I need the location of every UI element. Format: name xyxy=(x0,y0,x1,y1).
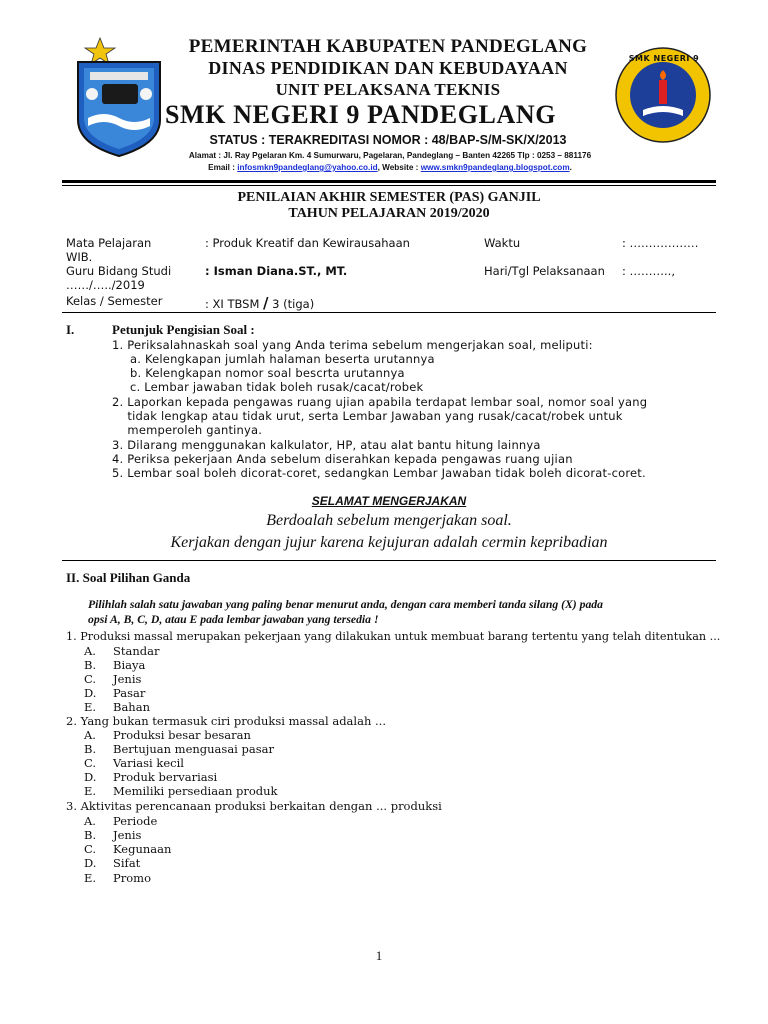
option-letter: E. xyxy=(84,784,97,798)
instruction-line: b. Kelengkapan nomor soal bescrta urutannya xyxy=(130,366,405,380)
subject-value: : Produk Kreatif dan Kewirausahaan xyxy=(205,236,410,250)
class-slash: / xyxy=(263,294,269,312)
header-divider-thick xyxy=(62,180,716,183)
contact-line xyxy=(130,163,650,172)
identity-divider xyxy=(62,312,716,313)
header-line-3: UNIT PELAKSANA TEKNIS xyxy=(275,80,501,99)
class-label: Kelas / Semester xyxy=(66,294,163,308)
option-letter: B. xyxy=(84,828,97,842)
option-text: Promo xyxy=(113,871,151,885)
school-address: Alamat : Jl. Ray Pgelaran Km. 4 Sumurwaru, Pagelaran, Pandeglang – Banten 42265 Tlp : 0253 – 881176 xyxy=(188,151,592,160)
section-two-heading: II. Soal Pilihan Ganda xyxy=(66,570,191,585)
teacher-value: : Isman Diana.ST., MT. xyxy=(205,264,348,278)
class-value xyxy=(205,294,314,312)
header-line-1: PEMERINTAH KABUPATEN PANDEGLANG xyxy=(188,36,588,57)
school-logo-text: SMK NEGERI 9 xyxy=(628,54,700,63)
option-text: Bertujuan menguasai pasar xyxy=(113,742,274,756)
email-link[interactable]: infosmkn9pandeglang@yahoo.co.id xyxy=(237,163,378,172)
class-value-b: 3 (tiga) xyxy=(268,297,315,311)
teacher-label: Guru Bidang Studi xyxy=(66,264,172,278)
day-date-label: Hari/Tgl Pelaksanaan xyxy=(484,264,605,278)
instruction-line: c. Lembar jawaban tidak boleh rusak/cacat/robek xyxy=(130,380,424,394)
option-text: Produk bervariasi xyxy=(113,770,218,784)
website-label: , Website : xyxy=(377,163,421,172)
option-letter: D. xyxy=(84,686,97,700)
option-text: Pasar xyxy=(113,686,146,700)
option-text: Jenis xyxy=(113,672,142,686)
class-value-a: : XI TBSM xyxy=(205,297,264,311)
instruction-line: a. Kelengkapan jumlah halaman beserta urutannya xyxy=(130,352,435,366)
option-text: Standar xyxy=(113,644,160,658)
instruction-line: 5. Lembar soal boleh dicorat-coret, sedangkan Lembar Jawaban tidak boleh dicorat-coret. xyxy=(112,466,646,480)
section-two-instruction-2: opsi A, B, C, D, atau E pada lembar jawaban yang tersedia ! xyxy=(88,613,379,626)
option-text: Variasi kecil xyxy=(113,756,184,770)
wib-text: WIB. xyxy=(66,250,93,264)
option-text: Produksi besar besaran xyxy=(113,728,251,742)
option-text: Sifat xyxy=(113,856,141,870)
option-text: Kegunaan xyxy=(113,842,172,856)
section-one-number: I. xyxy=(66,322,75,337)
exam-title: PENILAIAN AKHIR SEMESTER (PAS) GANJIL xyxy=(237,190,541,205)
instruction-line: 4. Periksa pekerjaan Anda sebelum diserahkan kepada pengawas ruang ujian xyxy=(112,452,573,466)
selamat-mengerjakan: SELAMAT MENGERJAKAN xyxy=(311,494,467,508)
option-text: Bahan xyxy=(113,700,150,714)
option-letter: C. xyxy=(84,842,97,856)
subject-label: Mata Pelajaran xyxy=(66,236,152,250)
exam-year: TAHUN PELAJARAN 2019/2020 xyxy=(288,206,490,221)
option-letter: C. xyxy=(84,756,97,770)
contact-end-dot: . xyxy=(569,163,572,172)
question-3: 3. Aktivitas perencanaan produksi berkaitan dengan ... produksi xyxy=(66,799,442,813)
option-letter: C. xyxy=(84,672,97,686)
day-date-value: : ……….., xyxy=(622,264,675,278)
closing-divider xyxy=(62,560,716,561)
question-1: 1. Produksi massal merupakan pekerjaan yang dilakukan untuk membuat barang tertentu yang telah ditentukan ... xyxy=(66,630,721,643)
header-line-2: DINAS PENDIDIKAN DAN KEBUDAYAAN xyxy=(208,58,568,78)
instructions-heading: Petunjuk Pengisian Soal : xyxy=(112,322,255,337)
section-two-instruction: Pilihlah salah satu jawaban yang paling benar menurut anda, dengan cara memberi tanda silang (X) pada xyxy=(88,598,603,611)
honesty-reminder: Kerjakan dengan jujur karena kejujuran adalah cermin kepribadian xyxy=(170,534,608,551)
option-letter: D. xyxy=(84,770,97,784)
option-text: Memiliki persediaan produk xyxy=(113,784,278,798)
instruction-line: 1. Periksalahnaskah soal yang Anda terima sebelum mengerjakan soal, meliputi: xyxy=(112,338,593,352)
option-text: Jenis xyxy=(113,828,142,842)
option-letter: B. xyxy=(84,742,97,756)
header-divider-thin xyxy=(62,185,716,186)
accreditation-status: STATUS : TERAKREDITASI NOMOR : 48/BAP-S/M-SK/X/2013 xyxy=(209,133,567,147)
question-2: 2. Yang bukan termasuk ciri produksi massal adalah ... xyxy=(66,714,386,728)
option-text: Biaya xyxy=(113,658,146,672)
option-letter: D. xyxy=(84,856,97,870)
time-value: : ……………… xyxy=(622,236,699,250)
option-letter: A. xyxy=(84,728,96,742)
prayer-reminder: Berdoalah sebelum mengerjakan soal. xyxy=(266,512,512,529)
option-letter: E. xyxy=(84,871,97,885)
page-number: 1 xyxy=(375,948,383,963)
email-label: Email : xyxy=(208,163,238,172)
option-letter: E. xyxy=(84,700,97,714)
time-label: Waktu xyxy=(484,236,521,250)
instruction-line: tidak lengkap atau tidak urut, serta Lembar Jawaban yang rusak/cacat/robek untuk xyxy=(112,409,623,423)
option-text: Periode xyxy=(113,814,158,828)
option-letter: A. xyxy=(84,644,96,658)
school-name: SMK NEGERI 9 PANDEGLANG xyxy=(165,100,557,129)
date-line: ……/…../2019 xyxy=(66,278,145,292)
option-letter: A. xyxy=(84,814,96,828)
instruction-line: memperoleh gantinya. xyxy=(112,423,263,437)
website-link[interactable]: www.smkn9pandeglang.blogspot.com xyxy=(420,163,570,172)
instruction-line: 3. Dilarang menggunakan kalkulator, HP, atau alat bantu hitung lainnya xyxy=(112,438,541,452)
option-letter: B. xyxy=(84,658,97,672)
instruction-line: 2. Laporkan kepada pengawas ruang ujian apabila terdapat lembar soal, nomor soal yang xyxy=(112,395,648,409)
